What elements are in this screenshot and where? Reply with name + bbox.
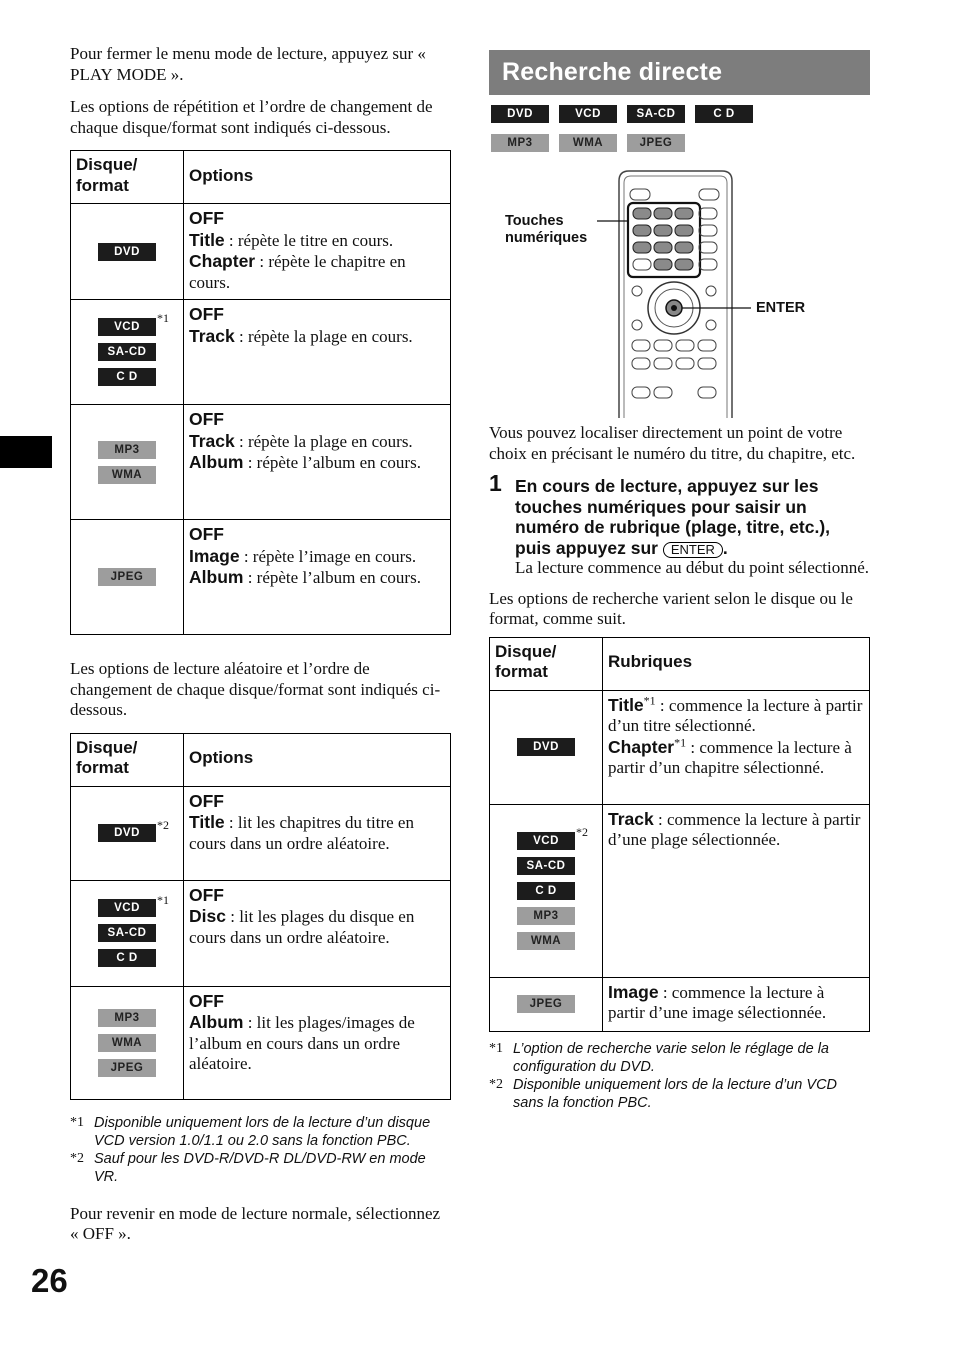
c-d-badge-icon: C D bbox=[98, 368, 156, 386]
jpeg-badge-icon: JPEG bbox=[98, 568, 156, 586]
options-cell bbox=[184, 204, 451, 300]
option-keyword: Album bbox=[189, 452, 244, 472]
jpeg-badge-icon: JPEG bbox=[627, 134, 685, 152]
footnote-text: Disponible uniquement lors de la lecture d’un disque VCD version 1.0/1.1 ou 2.0 sans la fonction PBC. bbox=[94, 1114, 431, 1149]
option-line bbox=[189, 452, 446, 474]
mp3-badge-icon: MP3 bbox=[491, 134, 549, 152]
table-row bbox=[71, 405, 451, 520]
option-keyword: Chapter bbox=[189, 251, 256, 271]
mp3-badge-icon: MP3 bbox=[98, 1009, 156, 1027]
dvd-badge-icon: DVD bbox=[491, 105, 549, 123]
table-row bbox=[490, 977, 870, 1031]
wma-badge-icon: WMA bbox=[559, 134, 617, 152]
option-line bbox=[189, 304, 446, 326]
wma-badge-icon: WMA bbox=[98, 466, 156, 484]
footnote-ref: *1 bbox=[674, 734, 687, 749]
table-header-items: Rubriques bbox=[603, 637, 870, 690]
option-keyword: Disc bbox=[189, 906, 226, 926]
option-keyword: Image bbox=[608, 981, 659, 1002]
vcd-badge-icon: VCD bbox=[517, 832, 575, 850]
option-description: : répète l’album en cours. bbox=[243, 453, 421, 472]
table-row bbox=[71, 204, 451, 300]
dvd-badge-icon: DVD bbox=[517, 738, 575, 756]
options-cell bbox=[184, 300, 451, 405]
footnote-text: Disponible uniquement lors de la lecture d’un VCD sans la fonction PBC. bbox=[513, 1076, 838, 1111]
disc-format-cell bbox=[71, 204, 184, 300]
options-cell bbox=[184, 405, 451, 520]
option-description: : répète l’image en cours. bbox=[239, 546, 417, 566]
section-tab-marker bbox=[0, 436, 52, 468]
disc-format-cell bbox=[71, 880, 184, 986]
footnote bbox=[489, 1076, 870, 1112]
table-row bbox=[71, 520, 451, 635]
option-description: : répète l’album en cours. bbox=[243, 568, 421, 587]
option-line bbox=[189, 251, 446, 293]
option-keyword: Title bbox=[189, 812, 225, 832]
table-row bbox=[71, 880, 451, 986]
dvd-badge-icon: DVD bbox=[98, 824, 156, 842]
label-numeric-keys: Touches numériques bbox=[505, 213, 588, 246]
option-description: : répète le titre en cours. bbox=[224, 230, 394, 250]
step-number: 1 bbox=[489, 470, 502, 496]
intro-close-menu: Pour fermer le menu mode de lecture, appuyez sur « PLAY MODE ». bbox=[70, 44, 426, 84]
remote-illustration bbox=[489, 163, 870, 423]
option-line bbox=[608, 809, 865, 851]
badge-row bbox=[491, 105, 870, 123]
options-cell bbox=[184, 880, 451, 986]
label-enter: ENTER bbox=[756, 300, 806, 316]
option-description: : lit les plages du disque en cours dans un ordre aléatoire. bbox=[189, 907, 415, 947]
sa-cd-badge-icon: SA-CD bbox=[627, 105, 685, 123]
option-keyword: Track bbox=[189, 430, 235, 451]
footnote bbox=[489, 1040, 870, 1076]
option-keyword: Album bbox=[189, 1012, 244, 1032]
option-description: : répète la plage en cours. bbox=[234, 431, 413, 451]
option-line bbox=[189, 906, 446, 948]
footnote-ref: *2 bbox=[157, 817, 169, 832]
options-cell bbox=[184, 786, 451, 880]
option-line bbox=[189, 991, 446, 1013]
option-keyword: OFF bbox=[189, 409, 224, 429]
option-line bbox=[189, 567, 446, 589]
option-description: : lit les plages/images de l’album en cours dans un ordre aléatoire. bbox=[189, 1013, 415, 1073]
options-cell bbox=[184, 520, 451, 635]
badge-row bbox=[491, 134, 870, 152]
option-line bbox=[608, 692, 865, 737]
sa-cd-badge-icon: SA-CD bbox=[517, 857, 575, 875]
footnote-ref: *2 bbox=[576, 824, 588, 839]
repeat-options-table bbox=[70, 150, 451, 635]
table-row bbox=[490, 690, 870, 804]
option-description: : commence la lecture à partir d’une plage sélectionnée. bbox=[608, 809, 861, 849]
option-keyword: OFF bbox=[189, 304, 224, 324]
option-keyword: OFF bbox=[189, 990, 224, 1011]
disc-format-cell bbox=[490, 977, 603, 1031]
option-line bbox=[189, 546, 446, 568]
disc-format-cell bbox=[490, 690, 603, 804]
vcd-badge-icon: VCD bbox=[98, 899, 156, 917]
intro-shuffle: Les options de lecture aléatoire et l’ordre de changement de chaque disque/format sont indiqués ci-dessous. bbox=[70, 659, 441, 719]
step-1 bbox=[489, 470, 870, 579]
jpeg-badge-icon: JPEG bbox=[98, 1059, 156, 1077]
option-keyword: Title bbox=[189, 229, 225, 250]
mp3-badge-icon: MP3 bbox=[98, 441, 156, 459]
option-description: : répète la plage en cours. bbox=[234, 326, 413, 346]
option-description: : répète le chapitre en cours. bbox=[189, 252, 406, 292]
options-cell bbox=[603, 977, 870, 1031]
option-keyword: Track bbox=[608, 808, 654, 829]
option-line bbox=[189, 1012, 446, 1075]
option-keyword: Image bbox=[189, 545, 240, 566]
shuffle-options-table bbox=[70, 733, 451, 1100]
outro-normal-mode: Pour revenir en mode de lecture normale, sélectionnez « OFF ». bbox=[70, 1203, 441, 1243]
option-description: : commence la lecture à partir d’un chapitre sélectionné. bbox=[608, 737, 852, 777]
sa-cd-badge-icon: SA-CD bbox=[98, 924, 156, 942]
option-line bbox=[189, 230, 446, 252]
mp3-badge-icon: MP3 bbox=[517, 907, 575, 925]
section-title: Recherche directe bbox=[489, 50, 870, 95]
intro-direct-search: Vous pouvez localiser directement un point de votre choix en précisant le numéro du titre, du chapitre, etc. bbox=[489, 423, 856, 463]
step-result: La lecture commence au début du point sélectionné. bbox=[515, 558, 870, 577]
wma-badge-icon: WMA bbox=[517, 932, 575, 950]
page-number: 26 bbox=[31, 1262, 68, 1299]
wma-badge-icon: WMA bbox=[98, 1034, 156, 1052]
option-line bbox=[189, 885, 446, 907]
c-d-badge-icon: C D bbox=[695, 105, 753, 123]
left-footnotes bbox=[70, 1114, 451, 1186]
format-badges bbox=[489, 105, 870, 152]
option-keyword: OFF bbox=[189, 208, 224, 228]
option-line bbox=[189, 431, 446, 453]
option-keyword: Track bbox=[189, 325, 235, 346]
footnote-ref: *1 bbox=[643, 692, 656, 707]
c-d-badge-icon: C D bbox=[98, 949, 156, 967]
footnote bbox=[70, 1150, 451, 1186]
option-line bbox=[189, 326, 446, 348]
table-row bbox=[71, 786, 451, 880]
option-description: : commence la lecture à partir d’un titre sélectionné. bbox=[608, 695, 863, 735]
remote-control-icon bbox=[489, 163, 870, 423]
option-keyword: Title bbox=[608, 694, 644, 715]
disc-format-cell bbox=[71, 300, 184, 405]
option-line bbox=[189, 409, 446, 431]
option-description: : lit les chapitres du titre en cours dans un ordre aléatoire. bbox=[189, 813, 414, 853]
disc-format-cell bbox=[71, 405, 184, 520]
option-line bbox=[189, 524, 446, 546]
step-instruction: En cours de lecture, appuyez sur les touches numériques pour saisir un numéro de rubrique (plage, titre, etc.), puis appuyez sur bbox=[515, 476, 831, 558]
disc-format-cell bbox=[71, 520, 184, 635]
table-header-options: Options bbox=[184, 151, 451, 204]
table-row bbox=[71, 986, 451, 1099]
step-end: . bbox=[722, 537, 728, 558]
sa-cd-badge-icon: SA-CD bbox=[98, 343, 156, 361]
option-line bbox=[189, 791, 446, 813]
table-row bbox=[71, 300, 451, 405]
footnote-text: Sauf pour les DVD-R/DVD-R DL/DVD-RW en mode VR. bbox=[94, 1150, 426, 1185]
footnote-text: L’option de recherche varie selon le réglage de la configuration du DVD. bbox=[513, 1040, 829, 1075]
dvd-badge-icon: DVD bbox=[98, 243, 156, 261]
footnote-mark: *1 bbox=[70, 1114, 84, 1130]
option-keyword: OFF bbox=[189, 524, 224, 544]
vcd-badge-icon: VCD bbox=[559, 105, 617, 123]
option-description: : commence la lecture à partir d’une image sélectionnée. bbox=[608, 982, 827, 1022]
option-line bbox=[189, 812, 446, 854]
table-header-disc: Disque/ format bbox=[71, 733, 184, 786]
option-keyword: Chapter bbox=[608, 736, 675, 757]
right-column bbox=[489, 50, 870, 1112]
footnote-mark: *1 bbox=[489, 1040, 503, 1056]
option-keyword: OFF bbox=[189, 884, 224, 905]
footnote-ref: *1 bbox=[157, 892, 169, 907]
table-header-disc: Disque/ format bbox=[71, 151, 184, 204]
option-line bbox=[608, 734, 865, 779]
option-line bbox=[189, 208, 446, 230]
options-cell bbox=[184, 986, 451, 1099]
intro-search-options: Les options de recherche varient selon le disque ou le format, comme suit. bbox=[489, 588, 853, 628]
option-keyword: OFF bbox=[189, 790, 224, 811]
disc-format-cell bbox=[71, 986, 184, 1099]
options-cell bbox=[603, 690, 870, 804]
search-options-table bbox=[489, 637, 870, 1032]
intro-repeat: Les options de répétition et l’ordre de changement de chaque disque/format sont indiqués ci-dessous. bbox=[70, 97, 433, 137]
disc-format-cell bbox=[71, 786, 184, 880]
enter-key-icon: ENTER bbox=[663, 542, 723, 558]
c-d-badge-icon: C D bbox=[517, 882, 575, 900]
table-row bbox=[490, 804, 870, 977]
vcd-badge-icon: VCD bbox=[98, 318, 156, 336]
footnote-mark: *2 bbox=[70, 1150, 84, 1166]
footnote-mark: *2 bbox=[489, 1076, 503, 1092]
options-cell bbox=[603, 804, 870, 977]
option-keyword: Album bbox=[189, 567, 244, 587]
right-footnotes bbox=[489, 1040, 870, 1112]
footnote bbox=[70, 1114, 451, 1150]
jpeg-badge-icon: JPEG bbox=[517, 995, 575, 1013]
table-header-disc: Disque/ format bbox=[490, 637, 603, 690]
footnote-ref: *1 bbox=[157, 311, 169, 325]
table-header-options: Options bbox=[184, 733, 451, 786]
disc-format-cell bbox=[490, 804, 603, 977]
option-line bbox=[608, 982, 865, 1024]
left-column bbox=[70, 44, 451, 1257]
